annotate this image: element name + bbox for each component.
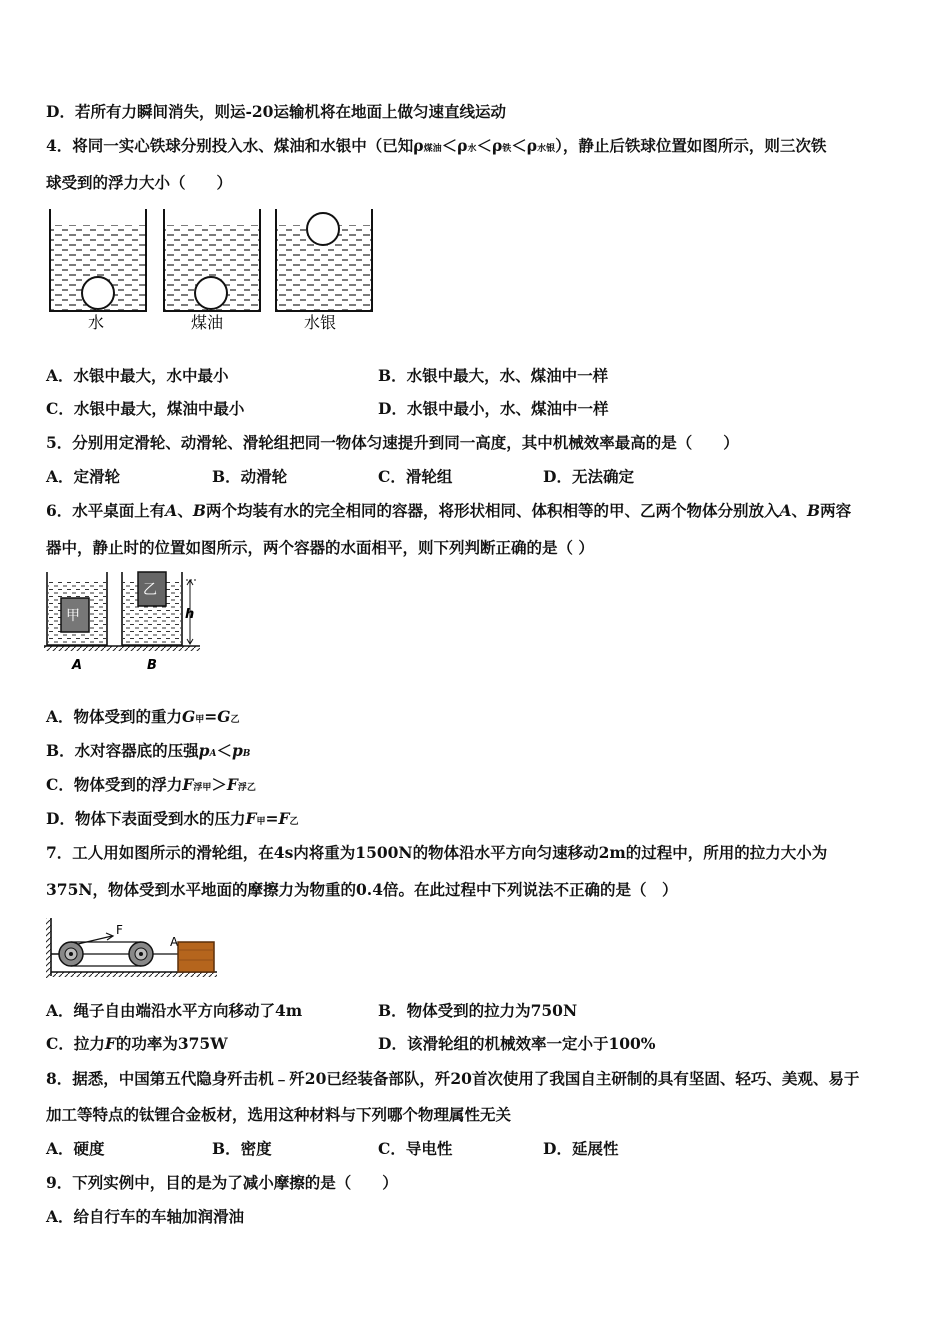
q7-figure-pulley [44,914,220,980]
svg-text:A: A [170,935,179,949]
q8-option-b[interactable]: B．密度 [212,1139,272,1158]
iron-ball-mercury [307,213,339,245]
q4-figure-beakers [46,207,376,337]
force-arrow-f [78,923,123,944]
q5-option-d[interactable]: D．无法确定 [543,467,634,486]
container-b [122,572,182,645]
q6-option-c[interactable]: C．物体受到的浮力F浮甲＞F浮乙 [46,775,256,794]
q4-stem-line1: 4．将同一实心铁球分别投入水、煤油和水银中（已知ρ煤油＜ρ水＜ρ铁＜ρ水银），静止后铁球位置如图所示，则三次铁 [46,136,827,155]
q9-option-a[interactable]: A．给自行车的车轴加润滑油 [46,1207,245,1226]
movable-pulley [129,942,153,966]
q6-option-d[interactable]: D．物体下表面受到水的压力F甲=F乙 [46,809,299,828]
q8-option-a[interactable]: A．硬度 [46,1139,105,1158]
q7-option-d[interactable]: D．该滑轮组的机械效率一定小于100% [378,1034,656,1053]
table-surface [44,646,200,651]
svg-text:h: h [185,607,195,622]
q4-option-a[interactable]: A．水银中最大，水中最小 [46,366,229,385]
q8-stem-line1: 8．据悉，中国第五代隐身歼击机﹣歼20已经装备部队，歼20首次使用了我国自主研制的具有坚固、轻巧、美观、易于 [46,1069,860,1088]
q3-option-d[interactable]: D．若所有力瞬间消失，则运-20运输机将在地面上做匀速直线运动 [46,102,506,121]
container-a [47,572,107,645]
label-water: 水 [88,313,105,332]
q8-option-d[interactable]: D．延展性 [543,1139,619,1158]
svg-text:A: A [72,658,83,673]
beaker-mercury [276,209,372,332]
object-a [178,942,214,972]
q4-option-b[interactable]: B．水银中最大，水、煤油中一样 [378,366,609,385]
beaker-kerosene [164,209,260,332]
q8-stem-line2: 加工等特点的钛锂合金板材，选用这种材料与下列哪个物理属性无关 [46,1105,512,1124]
svg-text:B: B [147,658,157,673]
q6-stem-line2: 器中，静止时的位置如图所示，两个容器的水面相平，则下列判断正确的是（ ） [46,538,594,557]
svg-text:F: F [116,923,123,937]
q7-option-a[interactable]: A．绳子自由端沿水平方向移动了4m [46,1001,303,1020]
iron-ball-water [82,277,114,309]
svg-text:乙: 乙 [143,582,157,598]
q6-stem-line1: 6．水平桌面上有A、B两个均装有水的完全相同的容器，将形状相同、体积相等的甲、乙两个物体分别放入A、B两容 [46,501,852,520]
q5-option-b[interactable]: B．动滑轮 [212,467,288,486]
q5-option-c[interactable]: C．滑轮组 [378,467,453,486]
label-kerosene: 煤油 [191,313,224,332]
q7-option-b[interactable]: B．物体受到的拉力为750N [378,1001,578,1020]
q6-option-b[interactable]: B．水对容器底的压强pA＜pB [46,741,251,760]
q4-stem-line2: 球受到的浮力大小（ ） [46,173,233,192]
fixed-pulley [59,942,83,966]
ropes [71,942,178,966]
beaker-water [50,209,146,332]
q5-stem: 5．分别用定滑轮、动滑轮、滑轮组把同一物体匀速提升到同一高度，其中机械效率最高的是（ ） [46,433,739,452]
q6-option-a[interactable]: A．物体受到的重力G甲=G乙 [46,707,240,726]
wall [46,918,51,978]
iron-ball-kerosene [195,277,227,309]
label-mercury: 水银 [304,313,337,332]
svg-text:甲: 甲 [66,608,80,624]
q9-stem: 9．下列实例中，目的是为了减小摩擦的是（ ） [46,1173,398,1192]
q4-option-d[interactable]: D．水银中最小，水、煤油中一样 [378,399,609,418]
q5-option-a[interactable]: A．定滑轮 [46,467,121,486]
q7-stem-line2: 375N，物体受到水平地面的摩擦力为物重的0.4倍。在此过程中下列说法不正确的是（ ） [46,880,678,899]
q4-option-c[interactable]: C．水银中最大，煤油中最小 [46,399,245,418]
q7-option-c[interactable]: C．拉力F的功率为375W [46,1034,228,1053]
q8-option-c[interactable]: C．导电性 [378,1139,453,1158]
height-marker-h [185,580,196,644]
q6-figure-containers [44,570,204,676]
q7-stem-line1: 7．工人用如图所示的滑轮组，在4s内将重为1500N的物体沿水平方向匀速移动2m的过程中，所用的拉力大小为 [46,843,828,862]
